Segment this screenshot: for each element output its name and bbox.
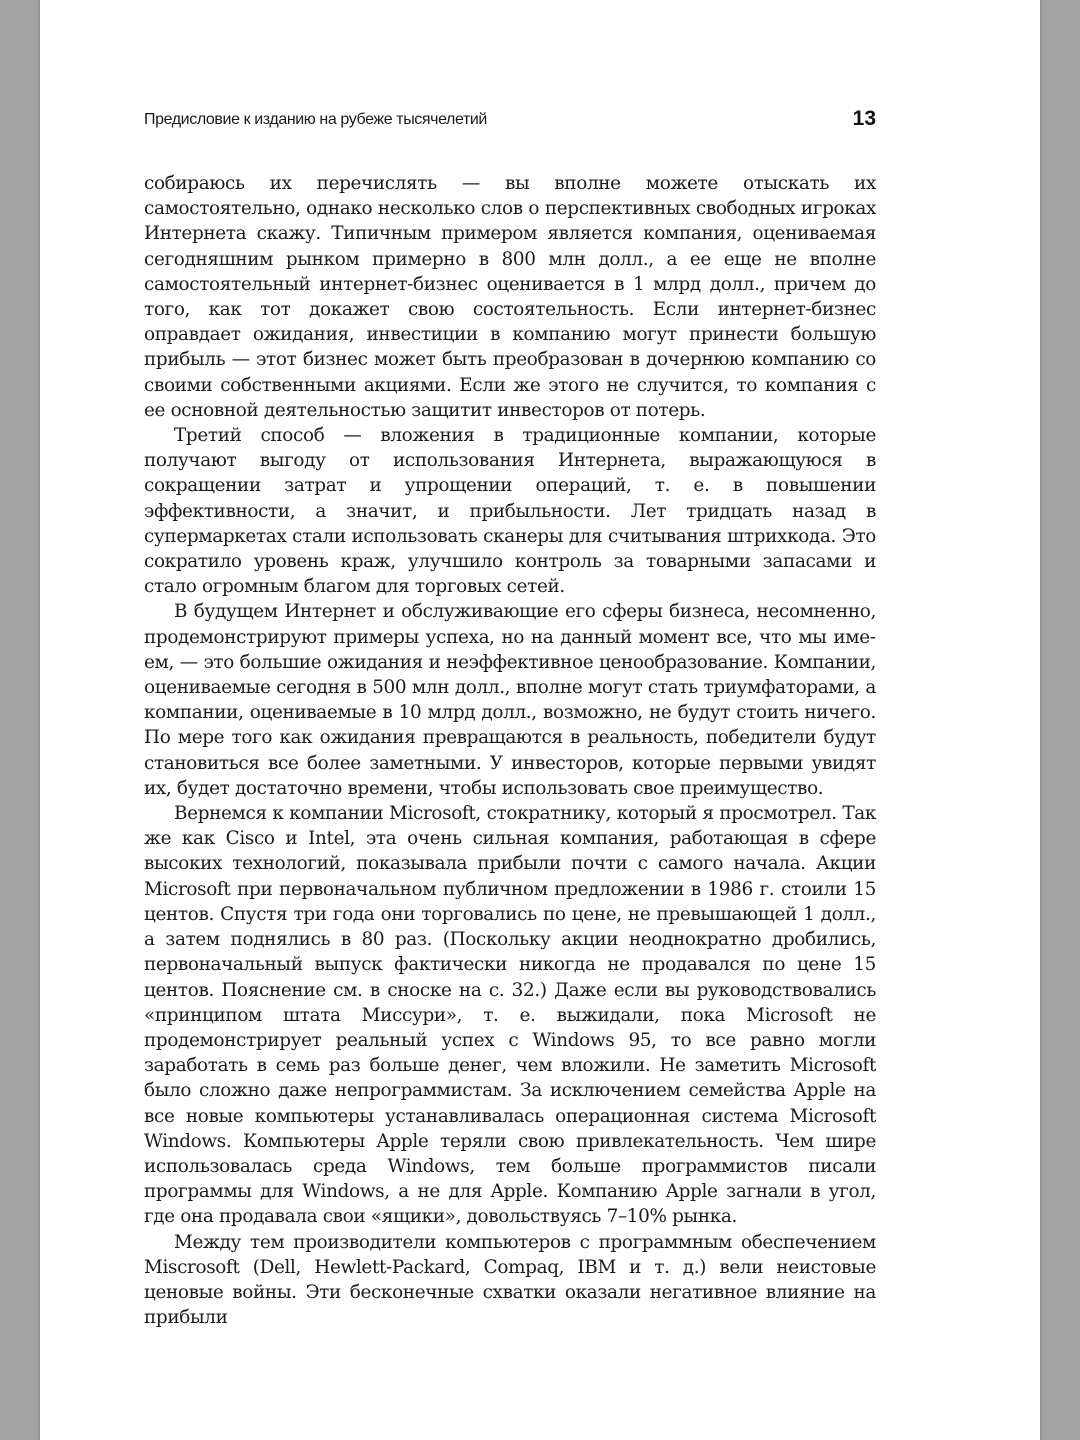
book-page bbox=[40, 0, 1040, 1440]
running-head bbox=[144, 107, 876, 135]
page-number: 13 bbox=[852, 107, 876, 130]
paragraph-2: Третий способ — вложения в традиционные компании, которые получают выгоду от использования Интернета, выражающуюся в сокращении затрат и упрощении операций, т. е. в повышении эффективности, а значит, и прибыльности. Лет тридцать назад в супермаркетах стали использовать сканеры для считывания штрихкода. Это сократило уровень краж, улучшило контроль за товарными запасами и стало огромным благом для торговых сетей. bbox=[144, 425, 876, 598]
body-text bbox=[144, 171, 876, 1330]
paragraph-3: В будущем Интернет и обслуживающие его сферы бизнеса, несомненно, продемонстрируют примеры успеха, но на данный момент все, что мы имеем, — это большие ожидания и неэффективное ценообразование. Компании, оцениваемые сегодня в 500 млн долл., вполне могут стать триумфаторами, а компании, оцениваемые в 10 млрд долл., возможно, не будут стоить ничего. По мере того как ожидания превращаются в реальность, победители будут становиться все более заметными. У инвесторов, которые первыми увидят их, будет достаточно времени, чтобы использовать свое преимущество. bbox=[144, 601, 876, 799]
paragraph-4: Вернемся к компании Microsoft, стократнику, который я просмотрел. Так же как Cisco и Intel, эта очень сильная компания, работающая в сфере высоких технологий, показывала прибыли почти с самого начала. Акции Microsoft при первоначальном публичном предложении в 1986 г. стоили 15 центов. Спустя три года они торговались по цене, не превышающей 1 долл., а затем поднялись в 80 раз. (Поскольку акции неоднократно дробились, первоначальный выпуск фактически никогда не продавался по цене 15 центов. Пояснение см. в сноске на с. 32.) Даже если вы руководствовались «принципом штата Миссури», т. е. выжидали, пока Microsoft не продемонстрирует реальный успех с Windows 95, то все равно могли заработать в семь раз больше денег, чем вложили. Не заметить Microsoft было сложно даже непрограммистам. За исключением семейства Apple на все новые компьютеры устанавливалась операционная система Microsoft Windows. Компьютеры Apple теряли свою привлекательность. Чем шире использовалась среда Windows, тем больше программистов писали программы для Windows, а не для Apple. Компанию Apple загнали в угол, где она продавала свои «ящики», довольствуясь 7–10% рынка. bbox=[144, 803, 876, 1228]
running-title: Предисловие к изданию на рубеже тысячелетий bbox=[144, 111, 487, 128]
paragraph-1: собираюсь их перечислять — вы вполне можете отыскать их самостоятельно, однако несколько слов о перспективных свободных игроках Интернета скажу. Типичным примером является компания, оцениваемая сегодняшним рынком примерно в 800 млн долл., а ее еще не вполне самостоятельный интернет-бизнес оценивается в 1 млрд долл., причем до того, как тот докажет свою состоятельность. Если интернет-бизнес оправдает ожидания, инвестиции в компанию могут принести большую прибыль — этот бизнес может быть преобразован в дочернюю компанию со своими собственными акциями. Если же этого не случится, то компания с ее основной деятельностью защитит инвесторов от потерь. bbox=[144, 173, 876, 421]
paragraph-5: Между тем производители компьютеров с программным обеспечением Miscrosoft (Dell, Hewlett-Packard, Compaq, IBM и т. д.) вели неистовые ценовые войны. Эти бесконечные схватки оказали негативное влияние на прибыли bbox=[144, 1231, 876, 1329]
